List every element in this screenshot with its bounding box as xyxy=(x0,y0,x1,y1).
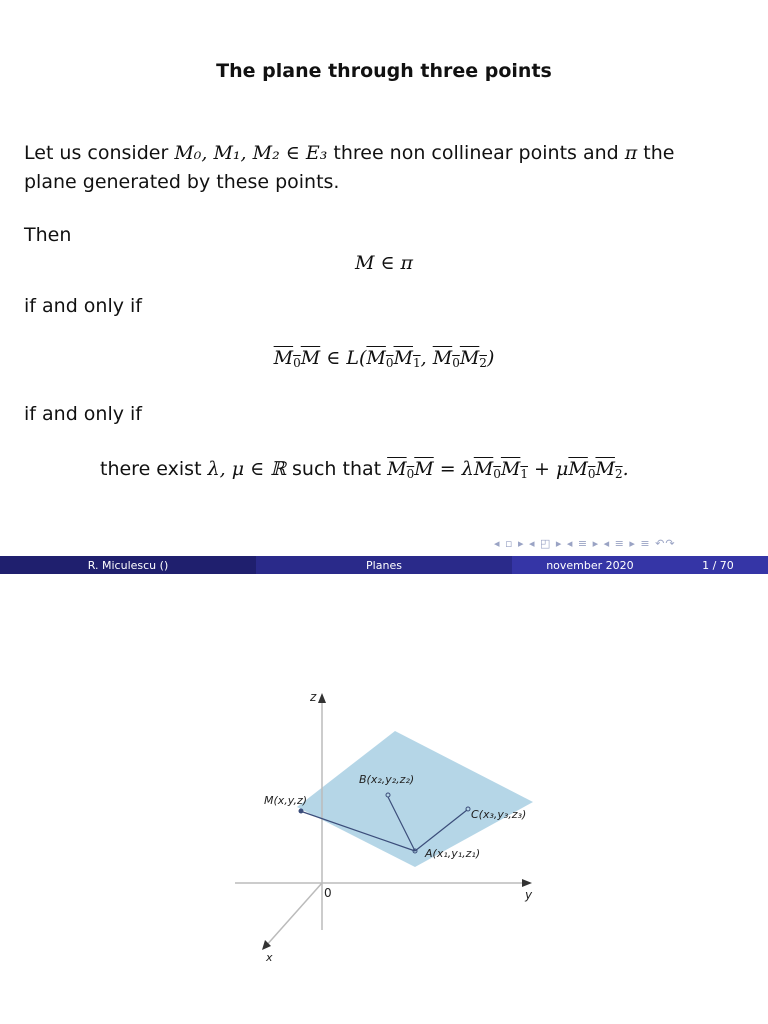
plane-surface xyxy=(297,731,533,867)
footer-right xyxy=(512,556,768,574)
exist-mid: such that xyxy=(292,458,382,480)
point-M-label: M(x,y,z) xyxy=(264,794,308,807)
footer-date: november 2020 xyxy=(546,558,634,572)
axis-z-label: z xyxy=(310,690,317,704)
z-axis-arrow xyxy=(318,693,326,703)
slide-title: The plane through three points xyxy=(216,60,552,82)
intro-line-1 xyxy=(24,139,674,168)
axis-x-label: x xyxy=(266,951,273,964)
x-axis xyxy=(265,883,322,947)
equation-existence: there exist λ, μ ∈ ℝ such that $M_0M = \lambda M_0M_1 + \mu M_0M_2$. xyxy=(100,458,629,481)
equation-membership: M ∈ π xyxy=(354,252,414,274)
intro-line-2: plane generated by these points. xyxy=(24,171,340,193)
y-axis-arrow xyxy=(522,879,532,887)
beamer-navigation-icons[interactable]: ◂ ▫ ▸ ◂ ◰ ▸ ◂ ≡ ▸ ◂ ≡ ▸ ≡ ↶↷ xyxy=(494,537,676,550)
point-C-label: C(x₃,y₃,z₃) xyxy=(471,808,527,821)
point-A-label: A(x₁,y₁,z₁) xyxy=(425,847,481,860)
then-label: Then xyxy=(24,224,72,246)
iff-label-1: if and only if xyxy=(24,295,142,317)
footer-topic: Planes xyxy=(256,556,512,574)
footer-author: R. Miculescu () xyxy=(0,556,256,574)
intro-pi: π xyxy=(624,142,638,164)
footer-page-number: 1 / 70 xyxy=(702,558,734,572)
intro-pre: Let us consider xyxy=(24,142,169,164)
exist-vars: λ, μ ∈ ℝ xyxy=(207,458,286,480)
point-B-label: B(x₂,y₂,z₂) xyxy=(359,773,415,786)
point-M-marker xyxy=(299,809,304,814)
slide-footer xyxy=(0,556,768,574)
origin-label: 0 xyxy=(324,886,332,900)
plane-diagram xyxy=(225,685,545,965)
intro-points: M₀, M₁, M₂ ∈ E₃ xyxy=(174,142,328,164)
intro-post: the xyxy=(643,142,675,164)
intro-mid: three non collinear points and xyxy=(333,142,619,164)
equation-span: $M_0M$ ∈ $L(M_0M_1$, $M_0M_2$) xyxy=(273,347,495,370)
axis-y-label: y xyxy=(525,888,533,902)
iff-label-2: if and only if xyxy=(24,403,142,425)
exist-pre: there exist xyxy=(100,458,202,480)
